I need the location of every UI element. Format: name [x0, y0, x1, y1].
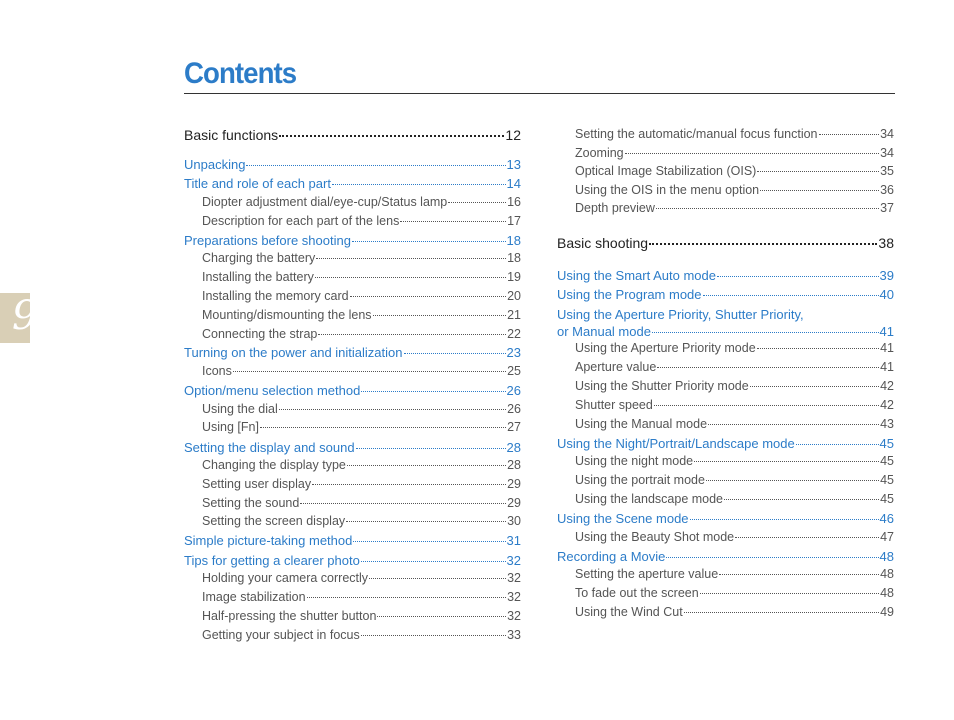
toc-entry-subsection[interactable]: [557, 417, 894, 431]
toc-leader-dots: [757, 171, 879, 172]
toc-entry-title: or Manual mode: [557, 324, 651, 339]
toc-entry-subsection[interactable]: [557, 360, 894, 374]
toc-leader-dots: [717, 276, 879, 277]
toc-entry-title: Using the Manual mode: [575, 417, 708, 431]
toc-entry-page: 45: [880, 492, 894, 506]
toc-leader-dots: [316, 258, 506, 259]
page-number: 9: [12, 293, 38, 339]
toc-entry-subsection[interactable]: [184, 270, 521, 284]
toc-entry-title: Using the Night/Portrait/Landscape mode: [557, 436, 795, 451]
toc-entry-title: Holding your camera correctly: [202, 571, 369, 585]
title-rule: [184, 93, 895, 94]
toc-entry-page: 32: [506, 553, 521, 568]
toc-entry-page: 27: [507, 420, 521, 434]
toc-leader-dots: [404, 353, 506, 354]
toc-entry-section[interactable]: [184, 553, 521, 568]
toc-entry-subsection[interactable]: [557, 398, 894, 412]
toc-leader-dots: [819, 134, 880, 135]
toc-entry-subsection[interactable]: [557, 183, 894, 197]
toc-entry-title: Using the dial: [202, 402, 278, 416]
toc-entry-section[interactable]: [184, 176, 521, 191]
toc-entry-page: 48: [880, 567, 894, 581]
toc-entry-section[interactable]: [184, 233, 521, 248]
toc-entry-page: 23: [506, 345, 521, 360]
toc-leader-dots: [690, 519, 879, 520]
toc-entry-subsection[interactable]: [184, 628, 521, 642]
toc-entry-title: Connecting the strap: [202, 327, 318, 341]
toc-entry-subsection[interactable]: [557, 379, 894, 393]
toc-leader-dots: [347, 465, 506, 466]
toc-entry-page: 32: [507, 571, 521, 585]
toc-entry-page: 14: [506, 176, 521, 191]
toc-entry-title: Image stabilization: [202, 590, 306, 604]
toc-entry-subsection[interactable]: [557, 586, 894, 600]
toc-leader-dots: [312, 484, 506, 485]
page-title: Contents: [184, 57, 297, 90]
toc-entry-page: 25: [507, 364, 521, 378]
toc-leader-dots: [346, 521, 506, 522]
toc-entry-page: 47: [880, 530, 894, 544]
toc-entry-page: 19: [507, 270, 521, 284]
toc-leader-dots: [373, 315, 507, 316]
toc-entry-title: Using the Smart Auto mode: [557, 268, 716, 283]
toc-leader-dots: [361, 635, 506, 636]
toc-entry-subsection[interactable]: [184, 420, 521, 434]
toc-entry-page: 35: [880, 164, 894, 178]
toc-leader-dots: [735, 537, 879, 538]
toc-entry-page: 26: [507, 402, 521, 416]
toc-entry-subsection[interactable]: [557, 473, 894, 487]
toc-entry-title: Setting the aperture value: [575, 567, 719, 581]
toc-entry-subsection[interactable]: [184, 458, 521, 472]
toc-leader-dots: [448, 202, 506, 203]
toc-entry-title: Using the night mode: [575, 454, 694, 468]
toc-entry-title: Mounting/dismounting the lens: [202, 308, 372, 322]
toc-entry-subsection[interactable]: [557, 146, 894, 160]
toc-entry-page: 30: [507, 514, 521, 528]
toc-entry-subsection[interactable]: [557, 127, 894, 141]
toc-entry-title: Depth preview: [575, 201, 655, 215]
toc-entry-page: 32: [507, 609, 521, 623]
toc-entry-section[interactable]: [557, 436, 894, 451]
toc-entry-subsection[interactable]: [184, 251, 521, 265]
toc-entry-page: 33: [507, 628, 521, 642]
toc-leader-dots: [750, 386, 879, 387]
toc-entry-subsection[interactable]: [184, 496, 521, 510]
toc-entry-page: 42: [880, 398, 894, 412]
toc-entry-subsection[interactable]: [184, 477, 521, 491]
toc-leader-dots: [307, 597, 507, 598]
toc-entry-title: Using the portrait mode: [575, 473, 705, 487]
toc-leader-dots: [654, 405, 879, 406]
toc-entry-page: 28: [507, 458, 521, 472]
toc-entry-page: 41: [880, 341, 894, 355]
toc-leader-dots: [652, 332, 879, 333]
toc-leader-dots: [300, 503, 506, 504]
toc-entry-title: Using the Wind Cut: [575, 605, 683, 619]
toc-entry-title: Setting the sound: [202, 496, 300, 510]
toc-entry-page: 18: [506, 233, 521, 248]
toc-entry-page: 18: [507, 251, 521, 265]
toc-entry-part[interactable]: [184, 127, 521, 143]
toc-entry-section[interactable]: [184, 157, 521, 172]
toc-entry-page: 45: [880, 473, 894, 487]
toc-entry-page: 43: [880, 417, 894, 431]
toc-entry-page: 34: [880, 146, 894, 160]
toc-entry-page: 38: [878, 235, 894, 251]
toc-entry-subsection[interactable]: [184, 514, 521, 528]
toc-entry-title: Description for each part of the lens: [202, 214, 400, 228]
toc-entry-page: 40: [879, 287, 894, 302]
toc-leader-dots: [350, 296, 507, 297]
toc-entry-subsection[interactable]: [557, 605, 894, 619]
toc-entry-subsection[interactable]: [184, 308, 521, 322]
toc-leader-dots: [757, 348, 879, 349]
toc-entry-title: Setting the screen display: [202, 514, 346, 528]
toc-leader-dots: [233, 371, 506, 372]
toc-leader-dots: [657, 367, 879, 368]
toc-entry-section[interactable]: [184, 345, 521, 360]
toc-entry-page: 28: [506, 440, 521, 455]
toc-entry-section[interactable]: [557, 549, 894, 564]
toc-entry-page: 37: [880, 201, 894, 215]
toc-entry-title: Setting the display and sound: [184, 440, 355, 455]
toc-entry-title: Shutter speed: [575, 398, 653, 412]
toc-entry-title: Using the Shutter Priority mode: [575, 379, 749, 393]
toc-entry-subsection[interactable]: [184, 609, 521, 623]
toc-leader-dots: [361, 561, 506, 562]
toc-entry-page: 17: [507, 214, 521, 228]
toc-leader-dots: [332, 184, 506, 185]
toc-entry-title: Using the landscape mode: [575, 492, 724, 506]
toc-entry-title: Getting your subject in focus: [202, 628, 360, 642]
toc-entry-subsection[interactable]: [184, 195, 521, 209]
toc-entry-subsection[interactable]: [557, 454, 894, 468]
toc-entry-title: Using the OIS in the menu option: [575, 183, 760, 197]
toc-leader-dots: [353, 541, 505, 542]
toc-entry-title: Preparations before shooting: [184, 233, 351, 248]
toc-leader-dots: [700, 593, 879, 594]
toc-entry-title: Using the Beauty Shot mode: [575, 530, 735, 544]
toc-leader-dots: [377, 616, 506, 617]
toc-entry-title: Installing the battery: [202, 270, 314, 284]
toc-leader-dots: [684, 612, 879, 613]
toc-entry-section[interactable]: [557, 287, 894, 302]
toc-entry-title: Title and role of each part: [184, 176, 331, 191]
toc-entry-subsection[interactable]: [557, 567, 894, 581]
toc-leader-dots: [649, 243, 877, 245]
toc-entry-page: 22: [507, 327, 521, 341]
toc-entry-page: 39: [879, 268, 894, 283]
toc-entry-title: Half-pressing the shutter button: [202, 609, 377, 623]
toc-leader-dots: [361, 391, 505, 392]
toc-entry-title: Diopter adjustment dial/eye-cup/Status lamp: [202, 195, 448, 209]
toc-entry-part[interactable]: [557, 235, 894, 251]
toc-leader-dots: [796, 444, 879, 445]
toc-entry-page: 29: [507, 496, 521, 510]
toc-entry-title: Setting the automatic/manual focus function: [575, 127, 818, 141]
toc-leader-dots: [708, 424, 879, 425]
toc-leader-dots: [369, 578, 506, 579]
toc-entry-page: 42: [880, 379, 894, 393]
toc-leader-dots: [400, 221, 506, 222]
toc-entry-subsection[interactable]: [184, 402, 521, 416]
toc-entry-title: Using the Program mode: [557, 287, 702, 302]
toc-entry-title-line1: Using the Aperture Priority, Shutter Priority,: [557, 307, 804, 322]
toc-leader-dots: [356, 448, 506, 449]
toc-leader-dots: [318, 334, 506, 335]
toc-entry-title: Using [Fn]: [202, 420, 259, 434]
toc-entry-section[interactable]: [557, 511, 894, 526]
toc-leader-dots: [246, 165, 505, 166]
toc-entry-title: Using the Aperture Priority mode: [575, 341, 756, 355]
toc-entry-title: To fade out the screen: [575, 586, 699, 600]
toc-leader-dots: [706, 480, 879, 481]
toc-leader-dots: [315, 277, 506, 278]
toc-entry-page: 31: [506, 533, 521, 548]
toc-entry-title: Installing the memory card: [202, 289, 349, 303]
toc-entry-page: 41: [879, 324, 894, 339]
toc-entry-subsection[interactable]: [184, 571, 521, 585]
toc-entry-page: 36: [880, 183, 894, 197]
toc-leader-dots: [625, 153, 879, 154]
toc-leader-dots: [279, 135, 504, 137]
toc-entry-title: Setting user display: [202, 477, 312, 491]
toc-leader-dots: [260, 427, 506, 428]
toc-entry-subsection[interactable]: [557, 341, 894, 355]
toc-entry-subsection[interactable]: [557, 530, 894, 544]
toc-entry-page: 21: [507, 308, 521, 322]
toc-entry-page: 49: [880, 605, 894, 619]
toc-entry-subsection[interactable]: [184, 590, 521, 604]
toc-entry-title: Aperture value: [575, 360, 657, 374]
toc-entry-section[interactable]: [557, 307, 894, 339]
toc-entry-title: Optical Image Stabilization (OIS): [575, 164, 757, 178]
toc-entry-page: 12: [505, 127, 521, 143]
toc-entry-title: Simple picture-taking method: [184, 533, 353, 548]
toc-entry-subsection[interactable]: [557, 492, 894, 506]
toc-entry-section[interactable]: [557, 268, 894, 283]
toc-entry-title: Recording a Movie: [557, 549, 666, 564]
toc-entry-page: 45: [879, 436, 894, 451]
toc-entry-title: Zooming: [575, 146, 624, 160]
toc-leader-dots: [719, 574, 879, 575]
toc-entry-title: Turning on the power and initialization: [184, 345, 403, 360]
toc-entry-page: 13: [506, 157, 521, 172]
toc-entry-title: Using the Scene mode: [557, 511, 689, 526]
toc-leader-dots: [352, 241, 506, 242]
toc-entry-section[interactable]: [184, 533, 521, 548]
toc-entry-subsection[interactable]: [184, 289, 521, 303]
toc-leader-dots: [656, 208, 879, 209]
toc-entry-page: 41: [880, 360, 894, 374]
toc-leader-dots: [279, 409, 506, 410]
toc-entry-title: Charging the battery: [202, 251, 316, 265]
toc-entry-title: Option/menu selection method: [184, 383, 361, 398]
toc-entry-page: 29: [507, 477, 521, 491]
toc-leader-dots: [694, 461, 879, 462]
toc-entry-page: 45: [880, 454, 894, 468]
toc-entry-title: Tips for getting a clearer photo: [184, 553, 360, 568]
toc-leader-dots: [703, 295, 879, 296]
toc-entry-page: 48: [880, 586, 894, 600]
toc-leader-dots: [666, 557, 878, 558]
toc-entry-page: 46: [879, 511, 894, 526]
toc-entry-title: Changing the display type: [202, 458, 346, 472]
toc-entry-page: 20: [507, 289, 521, 303]
toc-entry-subsection[interactable]: [184, 327, 521, 341]
toc-entry-page: 34: [880, 127, 894, 141]
toc-entry-page: 16: [507, 195, 521, 209]
toc-entry-title: Unpacking: [184, 157, 246, 172]
toc-leader-dots: [760, 190, 879, 191]
toc-entry-title: Basic shooting: [557, 235, 649, 251]
toc-entry-title: Icons: [202, 364, 232, 378]
toc-entry-title: Basic functions: [184, 127, 279, 143]
toc-entry-subsection[interactable]: [184, 214, 521, 228]
toc-entry-section[interactable]: [184, 383, 521, 398]
toc-entry-subsection[interactable]: [557, 201, 894, 215]
toc-entry-page: 48: [879, 549, 894, 564]
toc-entry-page: 26: [506, 383, 521, 398]
toc-entry-subsection[interactable]: [184, 364, 521, 378]
toc-entry-page: 32: [507, 590, 521, 604]
toc-leader-dots: [724, 499, 879, 500]
toc-entry-subsection[interactable]: [557, 164, 894, 178]
page-number-tab: [0, 293, 38, 343]
toc-entry-section[interactable]: [184, 440, 521, 455]
